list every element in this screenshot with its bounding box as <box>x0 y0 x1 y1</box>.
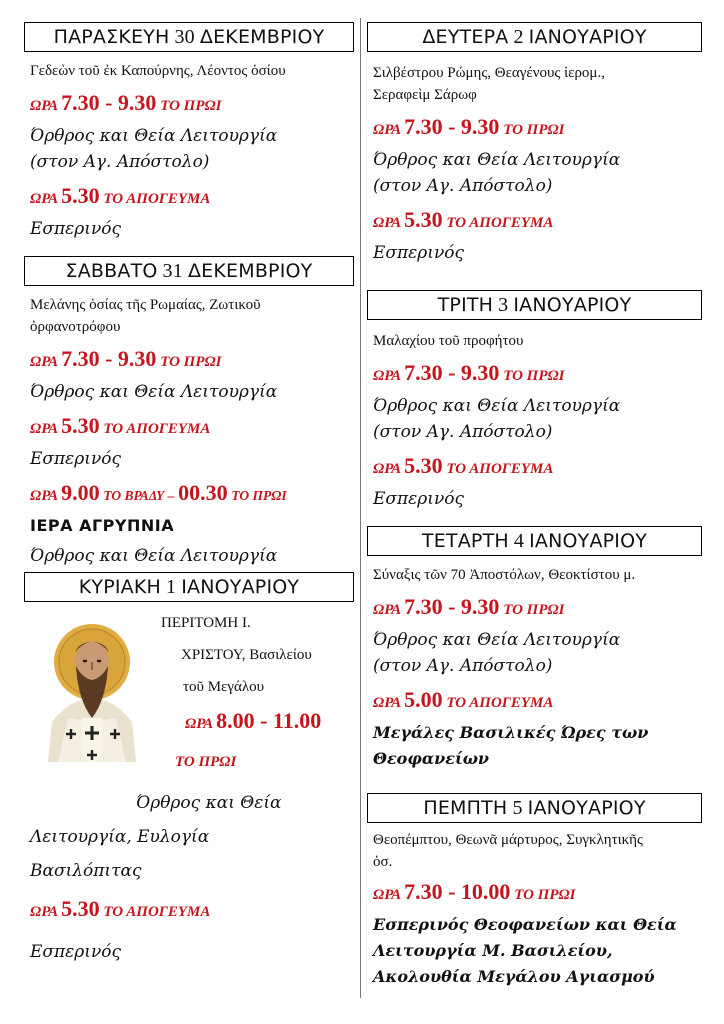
morning-time: ΩΡΑ 7.30 - 10.00 ΤΟ ΠΡΩΙ <box>373 879 576 904</box>
night-time: ΩΡΑ 9.00 ΤΟ ΒΡΑΔΥ – 00.30 ΤΟ ΠΡΩΙ <box>30 480 287 505</box>
evening-service: Εσπερινός <box>373 243 465 263</box>
evening-time: ΩΡΑ 5.30 ΤΟ ΑΠΟΓΕΥΜΑ <box>373 453 554 478</box>
morning-time: ΩΡΑ 7.30 - 9.30 ΤΟ ΠΡΩΙ <box>30 90 222 115</box>
saint-basil-icon <box>38 622 146 762</box>
morning-service: Όρθρος και Θεία Λειτουργία (στον Αγ. Απόστολο) <box>30 126 278 172</box>
day-header: ΚΥΡΙΑΚΗ 1 ΙΑΝΟΥΑΡΙΟΥ <box>24 572 354 602</box>
evening-time: ΩΡΑ 5.00 ΤΟ ΑΠΟΓΕΥΜΑ <box>373 687 554 712</box>
saint-of-day: Μελάνης ὁσίας τῆς Ρωμαίας, Ζωτικοῦ ὀρφανοτρόφου <box>30 297 261 335</box>
saint-of-day: Μαλαχίου τοῦ προφήτου <box>373 333 524 349</box>
morning-time-suffix: ΤΟ ΠΡΩΙ <box>175 754 237 770</box>
day-tuesday <box>367 290 702 512</box>
day-header: ΔΕΥΤΕΡΑ 2 ΙΑΝΟΥΑΡΙΟΥ <box>367 22 702 52</box>
evening-time: ΩΡΑ 5.30 ΤΟ ΑΠΟΓΕΥΜΑ <box>30 896 211 921</box>
morning-service: Όρθρος και Θεία Λειτουργία <box>30 382 278 402</box>
morning-time: ΩΡΑ 7.30 - 9.30 ΤΟ ΠΡΩΙ <box>30 346 222 371</box>
morning-time: ΩΡΑ 8.00 - 11.00 <box>185 708 322 733</box>
morning-service: Όρθρος και Θεία Λειτουργία (στον Αγ. Απόστολο) <box>373 396 621 442</box>
day-friday <box>24 22 354 242</box>
day-header: ΣΑΒΒΑΤΟ 31 ΔΕΚΕΜΒΡΙΟΥ <box>24 256 354 286</box>
morning-time: ΩΡΑ 7.30 - 9.30 ΤΟ ΠΡΩΙ <box>373 594 565 619</box>
morning-service: Όρθρος και Θεία Λειτουργία (στον Αγ. Απόστολο) <box>373 150 621 196</box>
day-thursday <box>367 793 702 990</box>
column-divider <box>360 18 361 998</box>
day-saturday <box>24 256 354 569</box>
morning-service: Όρθρος και Θεία Λειτουργία (στον Αγ. Απόστολο) <box>373 630 621 676</box>
evening-time: ΩΡΑ 5.30 ΤΟ ΑΠΟΓΕΥΜΑ <box>373 207 554 232</box>
evening-service: Εσπερινός <box>30 942 122 962</box>
evening-service: Εσπερινός <box>30 219 122 239</box>
thursday-service: Εσπερινός Θεοφανείων και Θεία Λειτουργία Μ. Βασιλείου, Ακολουθία Μεγάλου Αγιασμού <box>373 915 677 986</box>
day-header: ΤΡΙΤΗ 3 ΙΑΝΟΥΑΡΙΟΥ <box>367 290 702 320</box>
morning-time: ΩΡΑ 7.30 - 9.30 ΤΟ ΠΡΩΙ <box>373 360 565 385</box>
day-header: ΠΕΜΠΤΗ 5 ΙΑΝΟΥΑΡΙΟΥ <box>367 793 702 823</box>
day-header: ΠΑΡΑΣΚΕΥΗ 30 ΔΕΚΕΜΒΡΙΟΥ <box>24 22 354 52</box>
night-service-title: ΙΕΡΑ ΑΓΡΥΠΝΙΑ <box>30 516 175 535</box>
saint-of-day: Σύναξις τῶν 70 Ἀποστόλων, Θεοκτίστου μ. <box>373 567 636 583</box>
evening-service: Εσπερινός <box>30 449 122 469</box>
evening-service: Μεγάλες Βασιλικές Ώρες των Θεοφανείων <box>373 723 649 768</box>
day-monday <box>367 22 702 266</box>
day-header: ΤΕΤΑΡΤΗ 4 ΙΑΝΟΥΑΡΙΟΥ <box>367 526 702 556</box>
day-wednesday <box>367 526 702 772</box>
evening-time: ΩΡΑ 5.30 ΤΟ ΑΠΟΓΕΥΜΑ <box>30 183 211 208</box>
day-sunday <box>24 572 354 962</box>
saint-of-day: Σιλβέστρου Ρώμης, Θεαγένους ἱερομ., Σεραφεὶμ Σάρωφ <box>373 65 605 103</box>
evening-time: ΩΡΑ 5.30 ΤΟ ΑΠΟΓΕΥΜΑ <box>30 413 211 438</box>
sunday-saint-block: ΠΕΡΙΤΟΜΗ Ι. ΧΡΙΣΤΟΥ, Βασιλείου τοῦ Μεγάλου ΩΡΑ 8.00 - 11.00 ΤΟ ΠΡΩΙ <box>149 606 354 775</box>
evening-service: Εσπερινός <box>373 489 465 509</box>
saint-of-day: Θεοπέμπτου, Θεωνᾶ μάρτυρος, Συγκλητικῆς ὁσ. <box>373 832 643 870</box>
sunday-services: Όρθρος και Θεία Λειτουργία, Ευλογία Βασιλόπιτας ΩΡΑ 5.30 ΤΟ ΑΠΟΓΕΥΜΑ Εσπερινός <box>24 786 354 965</box>
saint-of-day: Γεδεὼν τοῦ ἐκ Καπούρνης, Λέοντος ὁσίου <box>30 63 286 79</box>
morning-time: ΩΡΑ 7.30 - 9.30 ΤΟ ΠΡΩΙ <box>373 114 565 139</box>
night-service: Όρθρος και Θεία Λειτουργία <box>30 546 278 566</box>
